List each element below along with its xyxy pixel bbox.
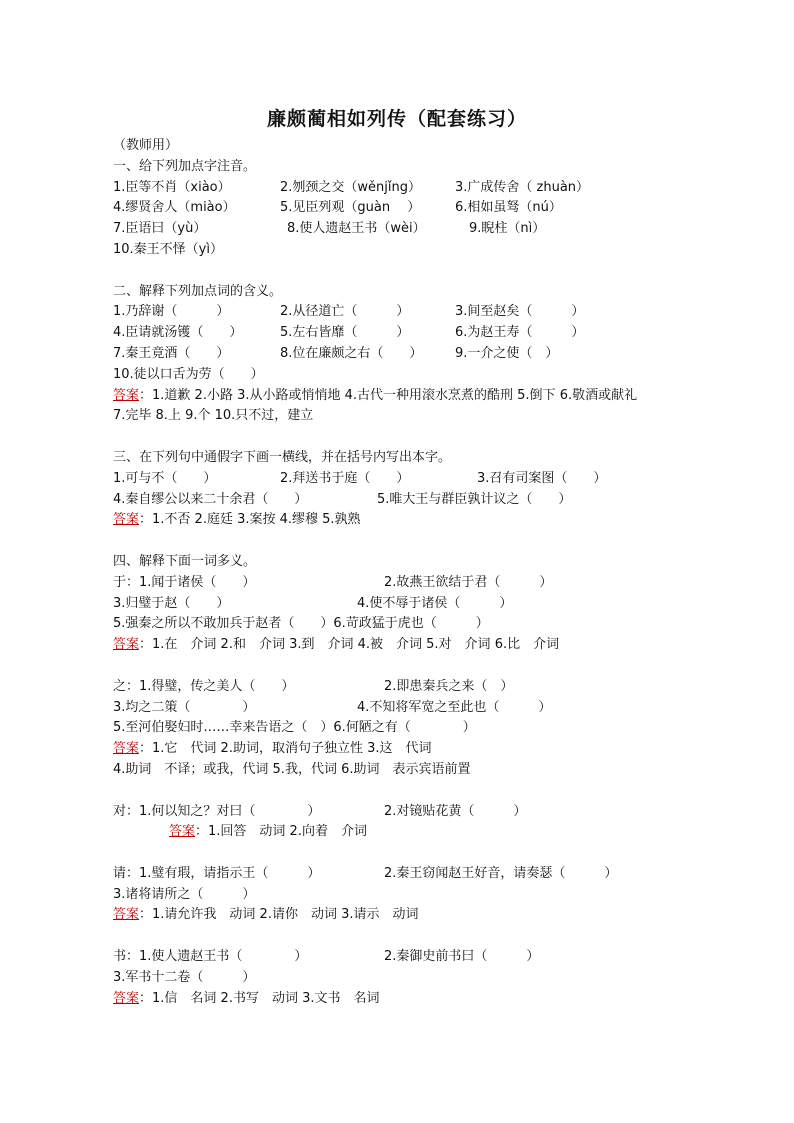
subtitle: （教师用）	[113, 138, 179, 153]
exercise-item: 4.不知将军宽之至此也（ ）	[357, 699, 552, 715]
exercise-item: 2.即患秦兵之来（ ）	[384, 678, 514, 694]
answer-text: ：1.不否 2.庭廷 3.案按 4.缪穆 5.孰熟	[139, 512, 361, 528]
exercise-row	[113, 718, 733, 739]
exercise-row	[113, 178, 733, 199]
exercise-item: 6.为赵王寿（ ）	[455, 325, 585, 341]
exercise-item: 4.秦自缪公以来二十余君（ ）	[113, 491, 308, 507]
exercise-row	[113, 802, 733, 823]
answer-text: ：1.道歉 2.小路 3.从小路或悄悄地 4.古代一种用滚水烹煮的酷刑 5.倒下 6.敬酒或献礼	[139, 387, 638, 403]
exercise-row	[113, 885, 733, 906]
exercise-row	[113, 968, 733, 989]
answer-line	[113, 905, 733, 926]
exercise-item: 8.位在廉颇之右（ ）	[280, 345, 423, 361]
exercise-item: 8.使人遗赵王书（wèi）	[287, 221, 426, 237]
exercise-item: 3.间至赵矣（ ）	[455, 304, 585, 320]
exercise-item: 5.唯大王与群臣孰计议之（ ）	[377, 491, 572, 507]
answer-text: ：1.在 介词 2.和 介词 3.到 介词 4.被 介词 5.对 介词 6.比 介词	[139, 637, 560, 653]
exercise-item: 于：1.闻于诸侯（ ）	[113, 574, 256, 590]
exercise-item: 7.秦王竟酒（ ）	[113, 345, 230, 361]
exercise-row	[113, 469, 733, 490]
exercise-row	[113, 698, 733, 719]
exercise-item: 3.军书十二卷（ ）	[113, 969, 256, 985]
exercise-row	[113, 594, 733, 615]
section-4-heading: 四、解释下面一词多义。	[113, 553, 257, 569]
answer-text: ：1.回答 动词 2.向着 介词	[195, 824, 367, 840]
exercise-item: 2.对镜贴花黄（ ）	[384, 803, 527, 819]
answer-line	[113, 989, 733, 1010]
answer-line	[113, 760, 733, 781]
exercise-row	[113, 677, 733, 698]
exercise-row	[113, 198, 733, 219]
answer-line	[113, 510, 733, 531]
exercise-item: 5.强秦之所以不敢加兵于赵者（ ）6.苛政猛于虎也（ ）	[113, 616, 489, 632]
exercise-item: 之：1.得璧，传之美人（ ）	[113, 678, 295, 694]
exercise-item: 1.可与不（ ）	[113, 470, 217, 486]
answer-label: 答案	[113, 741, 140, 757]
exercise-item: 书：1.使人遗赵王书（ ）	[113, 949, 308, 965]
exercise-item: 9.一介之使（ ）	[455, 345, 559, 361]
exercise-item: 9.睨柱（nì）	[469, 221, 546, 237]
exercise-row	[113, 864, 733, 885]
page-title: 廉颇蔺相如列传（配套练习）	[266, 108, 527, 130]
exercise-row	[113, 344, 733, 365]
answer-text: ：1.它 代词 2.助词，取消句子独立性 3.这 代词	[139, 741, 432, 757]
exercise-item: 1.臣等不肖（xiào）	[113, 179, 231, 195]
exercise-item: 5.见臣列观（guàn ）	[280, 200, 421, 216]
section-3-heading: 三、在下列句中通假字下画一横线，并在括号内写出本字。	[113, 449, 452, 465]
exercise-row	[113, 240, 733, 261]
exercise-item: 请：1.璧有瑕，请指示王（ ）	[113, 865, 321, 881]
exercise-item: 3.广成传舍（ zhuàn）	[455, 179, 590, 195]
exercise-item: 10.秦王不怿（yì）	[113, 241, 223, 257]
exercise-item: 2.刎颈之交（wěnjǐng）	[280, 179, 421, 195]
answer-line	[113, 406, 733, 427]
exercise-item: 4.缪贤舍人（miào）	[113, 200, 236, 216]
exercise-item: 4.使不辱于诸侯（ ）	[357, 595, 513, 611]
answer-text: ：1.信 名词 2.书写 动词 3.文书 名词	[139, 990, 380, 1006]
answer-label: 答案	[113, 990, 140, 1006]
answer-label: 答案	[113, 387, 140, 403]
exercise-row	[113, 573, 733, 594]
exercise-item: 对：1.何以知之？对曰（ ）	[113, 803, 321, 819]
exercise-item: 1.乃辞谢（ ）	[113, 304, 230, 320]
answer-line	[113, 739, 733, 760]
answer-line	[113, 635, 733, 656]
exercise-item: 4.臣请就汤镬（ ）	[113, 325, 243, 341]
exercise-item: 3.均之二策（ ）	[113, 699, 256, 715]
answer-label: 答案	[113, 637, 140, 653]
answer-text: ：1.请允许我 动词 2.请你 动词 3.请示 动词	[139, 907, 419, 923]
exercise-row	[113, 219, 733, 240]
exercise-row	[113, 614, 733, 635]
answer-label: 答案	[169, 824, 196, 840]
exercise-row	[113, 365, 733, 386]
exercise-row	[113, 490, 733, 511]
section-2-heading: 二、解释下列加点词的含义。	[113, 283, 283, 299]
answer-text: 4.助词 不译；或我，代词 5.我，代词 6.助词 表示宾语前置	[113, 761, 471, 777]
exercise-row	[113, 302, 733, 323]
exercise-item: 2.故燕王欲结于君（ ）	[384, 574, 553, 590]
exercise-row	[113, 323, 733, 344]
exercise-item: 5.左右皆靡（ ）	[280, 325, 410, 341]
exercise-item: 2.秦御史前书曰（ ）	[384, 949, 540, 965]
exercise-item: 2.从径道亡（ ）	[280, 304, 410, 320]
answer-label: 答案	[113, 512, 140, 528]
exercise-item: 3.召有司案图（ ）	[477, 470, 607, 486]
exercise-item: 10.徒以口舌为劳（ ）	[113, 366, 264, 382]
worksheet-content	[113, 136, 733, 1009]
exercise-row	[113, 947, 733, 968]
answer-line	[113, 822, 733, 843]
exercise-item: 6.相如虽驽（nú）	[455, 200, 562, 216]
exercise-item: 3.归璧于赵（ ）	[113, 595, 230, 611]
exercise-item: 3.诸将请所之（ ）	[113, 886, 256, 902]
exercise-item: 5.至河伯娶妇时……幸来告语之（ ）6.何陋之有（ ）	[113, 720, 476, 736]
exercise-item: 7.臣语曰（yù）	[113, 221, 207, 237]
answer-label: 答案	[113, 907, 140, 923]
exercise-item: 2.秦王窃闻赵王好音，请奏瑟（ ）	[384, 865, 618, 881]
exercise-item: 2.拜送书于庭（ ）	[280, 470, 410, 486]
answer-text: 7.完毕 8.上 9.个 10.只不过，建立	[113, 408, 314, 424]
answer-line	[113, 386, 733, 407]
section-1-heading: 一、给下列加点字注音。	[113, 158, 257, 174]
